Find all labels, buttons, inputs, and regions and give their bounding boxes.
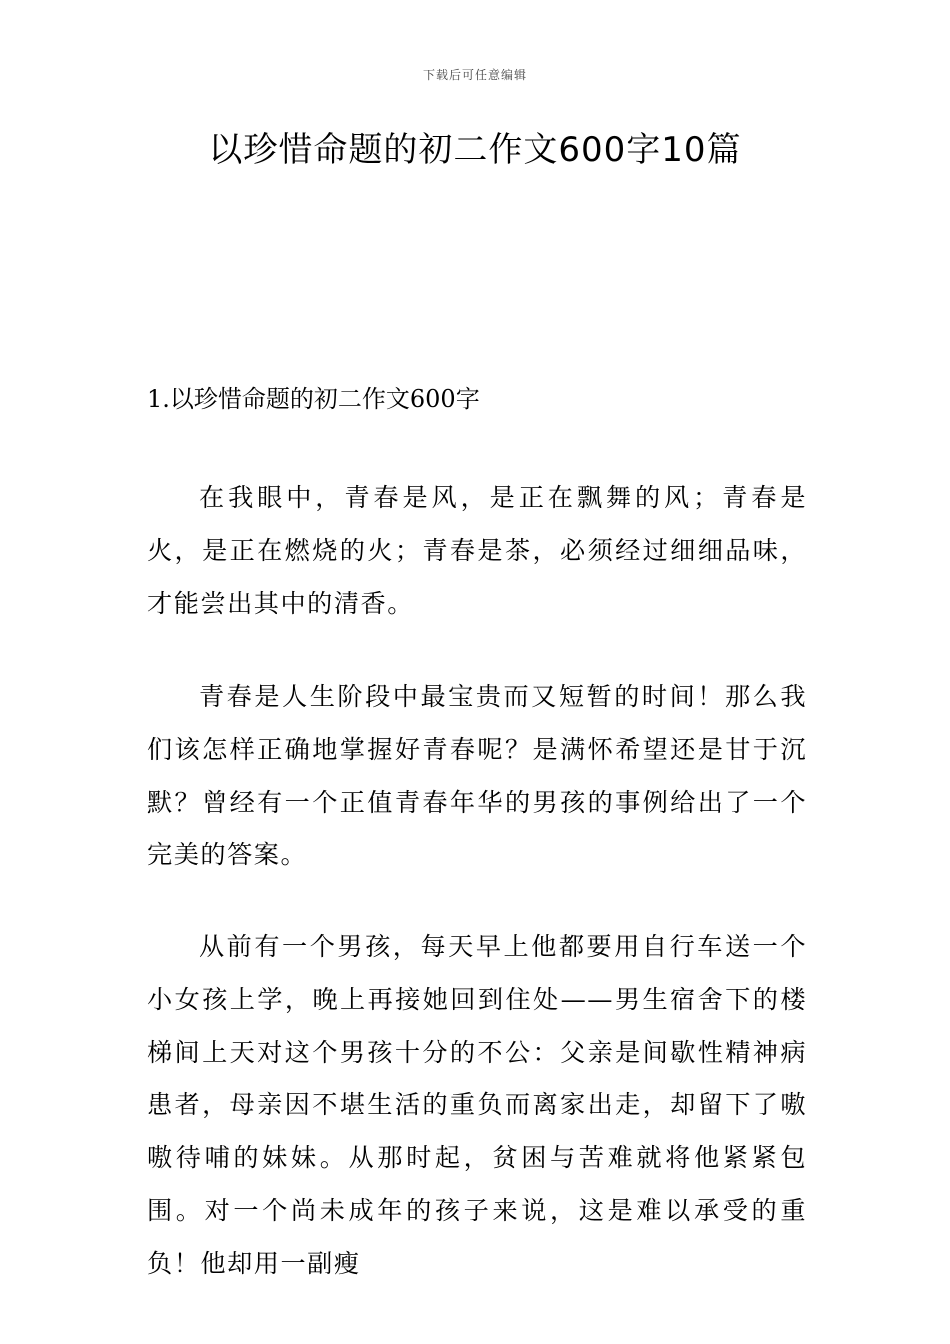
paragraph-1: 在我眼中，青春是风，是正在飘舞的风；青春是火，是正在燃烧的火；青春是茶，必须经过细细品味，才能尝出其中的清香。: [147, 483, 807, 618]
document-title: 以珍惜命题的初二作文600字10篇: [208, 130, 742, 170]
paragraph-2: 青春是人生阶段中最宝贵而又短暂的时间！那么我们该怎样正确地掌握好青春呢？是满怀希望还是甘于沉默？曾经有一个正值青春年华的男孩的事例给出了一个完美的答案。: [147, 682, 807, 870]
paragraph-3: 从前有一个男孩，每天早上他都要用自行车送一个小女孩上学，晚上再接她回到住处——男生宿舍下的楼梯间上天对这个男孩十分的不公：父亲是间歇性精神病患者，母亲因不堪生活的重负而离家出走，却留下了嗷嗷待哺的妹妹。从那时起，贫困与苦难就将他紧紧包围。对一个尚未成年的孩子来说，这是难以承受的重负！他却用一副瘦: [147, 932, 807, 1278]
section-heading: 1.以珍惜命题的初二作文600字: [147, 385, 480, 413]
header-note: 下载后可任意编辑: [422, 68, 527, 82]
